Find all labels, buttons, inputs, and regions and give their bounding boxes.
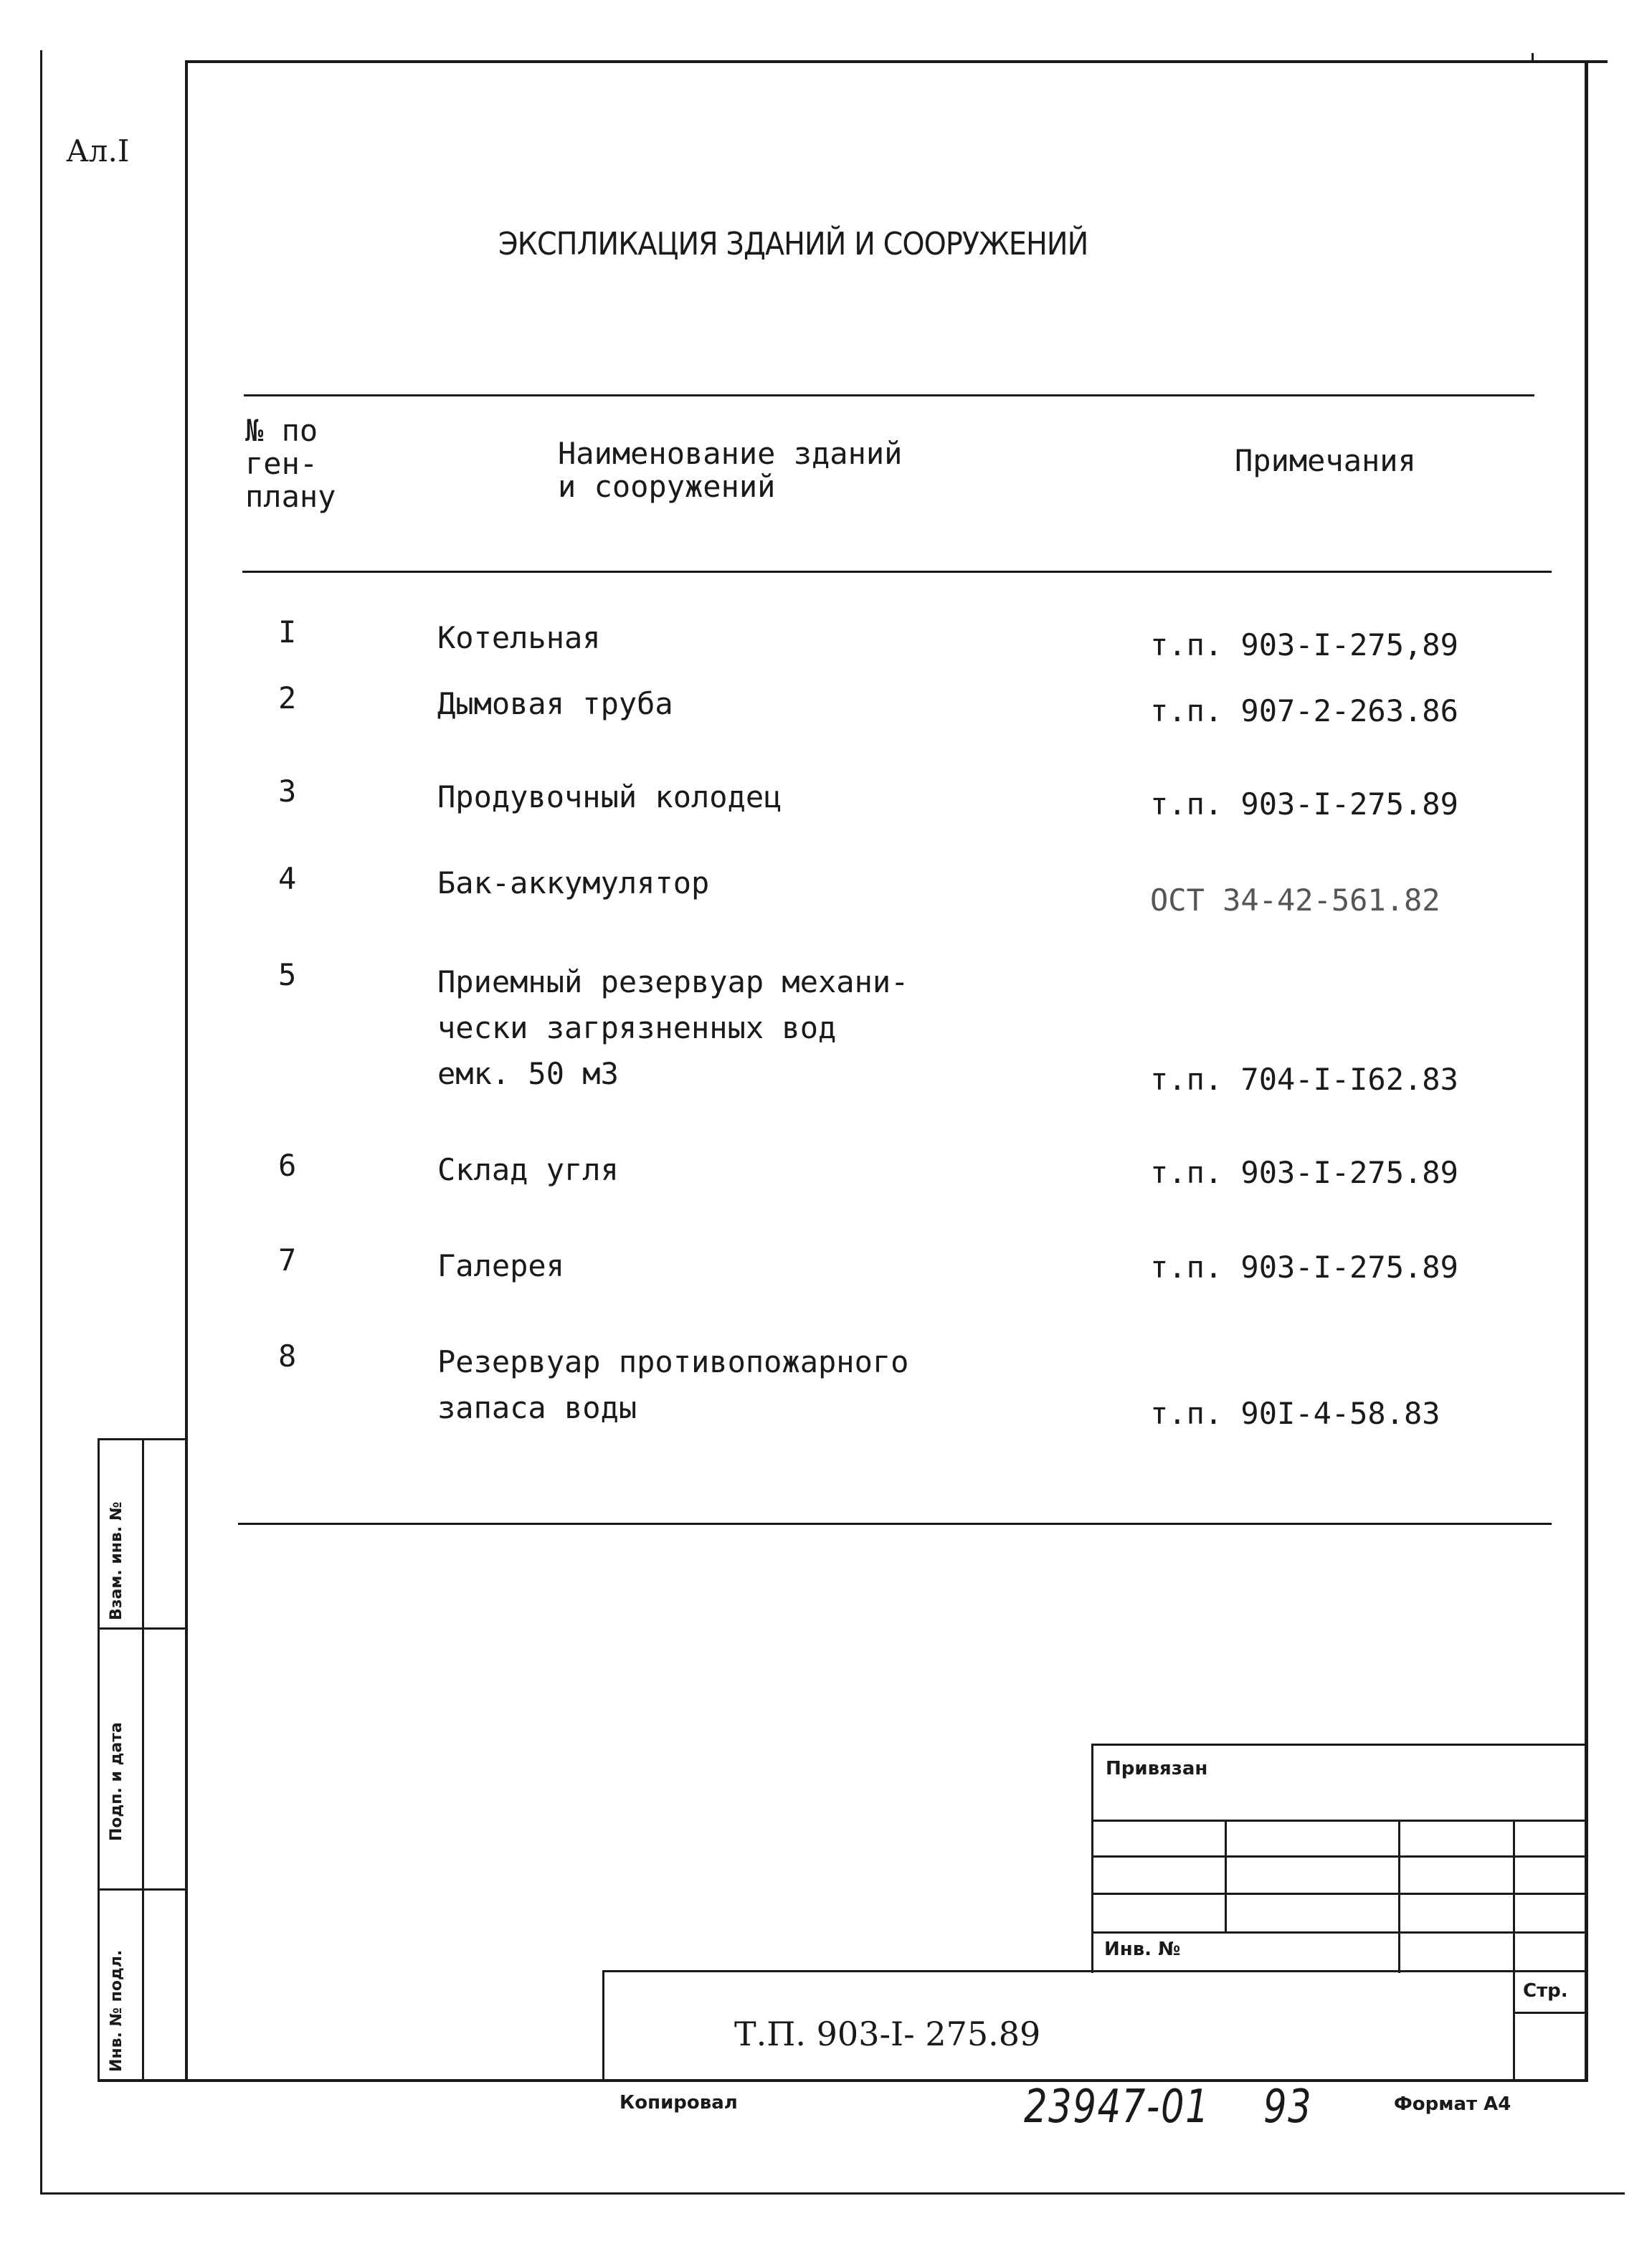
row-8-note: т.п. 90I-4-58.83 <box>1150 1396 1440 1431</box>
side-stamp-podp: Подп. и дата <box>108 1722 125 1841</box>
row-8-number: 8 <box>278 1339 297 1374</box>
header-number-line1: № по <box>245 413 318 448</box>
tb-lower-left <box>602 1970 604 2082</box>
row-7-note: т.п. 903-I-275.89 <box>1150 1250 1458 1285</box>
row-3-name <box>437 776 982 819</box>
tb-doc-code: Т.П. 903-I- 275.89 <box>734 2015 1041 2053</box>
side-stamp-div1 <box>98 1627 186 1630</box>
row-2-name-line1: Дымовая труба <box>437 686 673 721</box>
row-4-note: ОСТ 34-42-561.82 <box>1150 883 1440 918</box>
tb-lower-top <box>602 1970 1586 1972</box>
tb-row1 <box>1091 1820 1586 1822</box>
header-name-line1: Наименование зданий <box>558 436 903 471</box>
tb-col1 <box>1225 1820 1227 1931</box>
row-4-name-line1: Бак-аккумулятор <box>437 865 710 900</box>
header-name-line2: и сооружений <box>558 469 776 504</box>
footer-page-number: 93 <box>1263 2081 1313 2134</box>
left-border <box>40 50 42 2194</box>
row-3-number: 3 <box>278 774 297 809</box>
sheet-label: Ал.I <box>66 133 130 168</box>
side-stamp-top <box>98 1438 186 1440</box>
tb-left <box>1091 1744 1093 1973</box>
row-5-name-line1: Приемный резервуар механи- <box>437 964 909 999</box>
row-4-name <box>437 862 982 905</box>
table-rule-header <box>242 571 1552 573</box>
row-8-name <box>437 1339 982 1431</box>
row-5-number: 5 <box>278 957 297 992</box>
row-1-name-line1: Котельная <box>437 620 601 655</box>
row-3-name-line1: Продувочный колодец <box>437 779 782 814</box>
table-rule-bottom <box>238 1523 1552 1525</box>
row-7-name-line1: Галерея <box>437 1248 565 1283</box>
tb-col2 <box>1398 1820 1400 1973</box>
tb-inv-no: Инв. № <box>1104 1939 1181 1960</box>
side-stamp-div2 <box>98 1888 186 1891</box>
tb-privyazan: Привязан <box>1106 1758 1208 1779</box>
tb-col3 <box>1513 1820 1515 2082</box>
side-stamp-inv: Инв. № подл. <box>108 1949 125 2072</box>
footer-kopiroval: Копировал <box>620 2092 738 2114</box>
footer-format: Формат А4 <box>1394 2093 1511 2115</box>
frame-bottom <box>99 2079 1587 2082</box>
row-6-note: т.п. 903-I-275.89 <box>1150 1155 1458 1190</box>
row-1-number: I <box>278 614 297 650</box>
tb-str-line <box>1513 2012 1586 2014</box>
side-stamp-vzam: Взам. инв. № <box>108 1501 125 1620</box>
frame-top <box>185 60 1608 63</box>
tb-row3 <box>1091 1893 1586 1895</box>
tb-str: Стр. <box>1523 1980 1568 2002</box>
table-rule-top <box>244 394 1534 396</box>
row-5-note: т.п. 704-I-I62.83 <box>1150 1062 1458 1097</box>
frame-right <box>1585 60 1588 2082</box>
row-1-name <box>437 617 982 660</box>
row-6-name <box>437 1149 982 1192</box>
row-6-name-line1: Склад угля <box>437 1152 619 1187</box>
row-5-name <box>437 959 982 1097</box>
tb-row2 <box>1091 1855 1586 1858</box>
frame-tick <box>1532 53 1534 63</box>
header-notes: Примечания <box>1235 443 1416 478</box>
header-number-line3: плану <box>245 479 336 514</box>
frame-left <box>185 60 188 2082</box>
row-7-number: 7 <box>278 1242 297 1278</box>
row-2-number: 2 <box>278 680 297 715</box>
row-5-name-line3: емк. 50 м3 <box>437 1056 619 1091</box>
header-number <box>245 414 336 513</box>
row-5-name-line2: чески загрязненных вод <box>437 1010 837 1045</box>
bottom-border <box>40 2192 1625 2195</box>
row-4-number: 4 <box>278 861 297 896</box>
row-8-name-line2: запаса воды <box>437 1390 637 1425</box>
row-7-name <box>437 1245 982 1288</box>
tb-top <box>1091 1744 1586 1746</box>
row-2-note: т.п. 907-2-263.86 <box>1150 693 1458 728</box>
row-3-note: т.п. 903-I-275.89 <box>1150 786 1458 822</box>
row-1-note: т.п. 903-I-275,89 <box>1150 627 1458 662</box>
page-title: ЭКСПЛИКАЦИЯ ЗДАНИЙ И СООРУЖЕНИЙ <box>498 226 1088 262</box>
header-name <box>558 437 902 503</box>
row-8-name-line1: Резервуар противопожарного <box>437 1344 909 1379</box>
row-2-name <box>437 683 982 726</box>
row-6-number: 6 <box>278 1148 297 1183</box>
tb-row4 <box>1091 1931 1586 1934</box>
side-stamp-left <box>98 1438 100 2082</box>
header-number-line2: ген- <box>245 446 318 481</box>
side-stamp-mid <box>142 1438 144 2082</box>
footer-archive-number: 23947-01 <box>1024 2081 1210 2134</box>
